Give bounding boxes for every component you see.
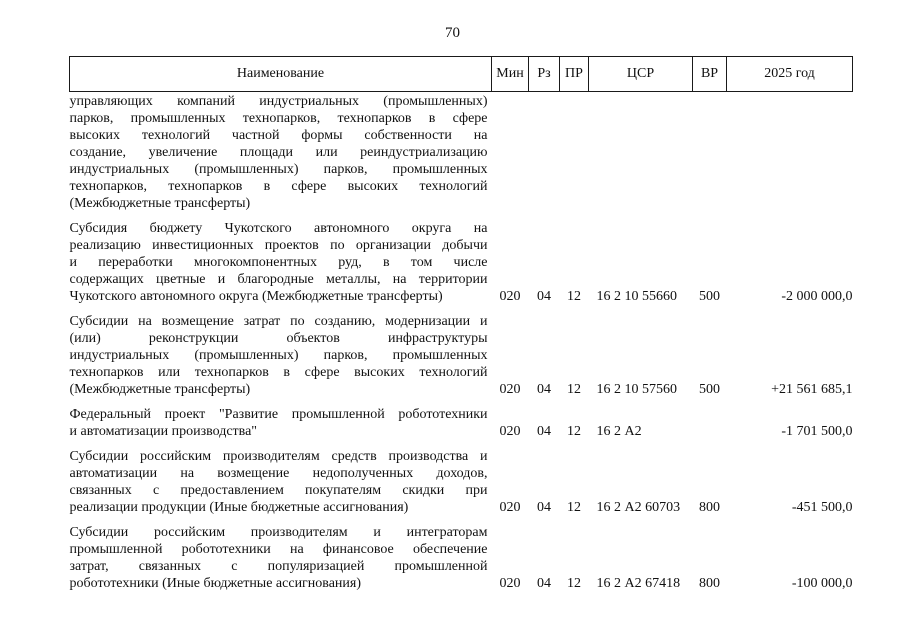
row-vr-cell	[693, 398, 727, 440]
row-name-line: связанных с предоставлением покупателям скидки при	[69, 483, 488, 498]
row-vr-cell: 500	[699, 289, 720, 304]
row-rz-cell: 04	[537, 424, 551, 439]
row-name-line: управляющих компаний индустриальных (промышленных)	[69, 94, 488, 109]
row-name-cell	[70, 398, 492, 440]
table-row	[70, 440, 853, 516]
row-csr-cell: 16 2 А2 60703	[596, 500, 681, 515]
row-min-cell: 020	[499, 424, 521, 439]
row-rz-cell	[529, 92, 560, 213]
row-name-line: индустриальных (промышленных) парков, промышленных	[69, 348, 488, 363]
row-amount-cell	[727, 92, 853, 213]
row-csr-cell: 16 2 А2 67418	[596, 576, 681, 591]
row-name-line: парков, промышленных технопарков, технопарков в сфере	[69, 111, 488, 126]
row-amount-cell: -100 000,0	[791, 576, 853, 591]
row-vr-cell	[693, 92, 727, 213]
row-name-line: и автоматизации производства"	[69, 424, 258, 439]
row-min-cell: 020	[499, 382, 521, 397]
table-body	[70, 92, 853, 593]
row-name-line: реализацию инвестиционных проектов по организации добычи	[69, 238, 488, 253]
row-pr-cell: 12	[567, 576, 581, 591]
row-name-cell	[70, 92, 492, 213]
budget-table	[69, 56, 853, 592]
row-name-line: реализации продукции (Иные бюджетные ассигнования)	[69, 500, 409, 515]
row-amount-cell: -2 000 000,0	[781, 289, 853, 304]
row-name-line: Субсидия бюджету Чукотского автономного округа на	[69, 221, 488, 236]
row-vr-cell: 800	[699, 500, 720, 515]
row-name-cell	[70, 516, 492, 592]
row-csr-cell: 16 2 10 55660	[596, 289, 677, 304]
row-name-cell	[70, 440, 492, 516]
row-name-line: создание, увеличение площади или реиндустриализацию	[69, 145, 488, 160]
row-amount-cell: -1 701 500,0	[781, 424, 853, 439]
row-name-line: технопарков или технопарков в сфере высоких технологий	[69, 365, 488, 380]
row-name-line: индустриальных (промышленных) парков, промышленных	[69, 162, 488, 177]
row-name-line: (или) реконструкции объектов инфраструктуры	[69, 331, 488, 346]
row-name-line: Субсидии на возмещение затрат по созданию, модернизации и	[69, 314, 488, 329]
row-name-line: Субсидии российским производителям и интеграторам	[69, 525, 488, 540]
row-pr-cell: 12	[567, 424, 581, 439]
row-min-cell: 020	[499, 500, 521, 515]
row-pr-cell: 12	[567, 382, 581, 397]
row-name-line: Субсидии российским производителям средств производства и	[69, 449, 488, 464]
row-name-line: автоматизации на возмещение недополученных доходов,	[69, 466, 488, 481]
page-number: 70	[445, 25, 460, 41]
row-pr-cell: 12	[567, 289, 581, 304]
column-header-pr: ПР	[560, 57, 589, 92]
table-header	[70, 57, 853, 92]
row-name-line: Федеральный проект "Развитие промышленной робототехники	[69, 407, 488, 422]
row-name-cell	[70, 212, 492, 305]
column-header-name: Наименование	[70, 57, 492, 92]
row-vr-cell: 500	[699, 382, 720, 397]
table-row	[70, 398, 853, 440]
row-csr-cell	[589, 92, 693, 213]
table-row	[70, 92, 853, 213]
row-min-cell	[492, 92, 529, 213]
row-pr-cell: 12	[567, 500, 581, 515]
row-pr-cell	[560, 92, 589, 213]
row-name-line: высоких технологий частной формы собственности на	[69, 128, 488, 143]
row-vr-cell: 800	[699, 576, 720, 591]
column-header-csr: ЦСР	[589, 57, 693, 92]
row-csr-cell: 16 2 А2	[596, 424, 642, 439]
row-rz-cell: 04	[537, 576, 551, 591]
row-rz-cell: 04	[537, 382, 551, 397]
column-header-rz: Рз	[529, 57, 560, 92]
row-name-line: технопарков, технопарков в сфере высоких технологий	[69, 179, 488, 194]
row-csr-cell: 16 2 10 57560	[596, 382, 677, 397]
row-name-line: затрат, связанных с популяризацией промышленной	[69, 559, 488, 574]
row-min-cell: 020	[499, 289, 521, 304]
row-name-cell	[70, 305, 492, 398]
row-name-line: Чукотского автономного округа (Межбюджетные трансферты)	[69, 289, 443, 304]
row-name-line: (Межбюджетные трансферты)	[69, 382, 251, 397]
row-amount-cell: -451 500,0	[791, 500, 853, 515]
column-header-min: Мин	[492, 57, 529, 92]
row-rz-cell: 04	[537, 289, 551, 304]
row-name-line: (Межбюджетные трансферты)	[69, 196, 251, 211]
row-rz-cell: 04	[537, 500, 551, 515]
column-header-vr: ВР	[693, 57, 727, 92]
row-name-line: промышленной робототехники на финансовое обеспечение	[69, 542, 488, 557]
column-header-year: 2025 год	[727, 57, 853, 92]
table-row	[70, 305, 853, 398]
row-name-line: и переработки многокомпонентных руд, в том числе	[69, 255, 488, 270]
row-name-line: содержащих цветные и благородные металлы, на территории	[69, 272, 488, 287]
table-row	[70, 516, 853, 592]
row-name-line: робототехники (Иные бюджетные ассигнования)	[69, 576, 362, 591]
table-row	[70, 212, 853, 305]
row-amount-cell: +21 561 685,1	[771, 382, 853, 397]
row-min-cell: 020	[499, 576, 521, 591]
